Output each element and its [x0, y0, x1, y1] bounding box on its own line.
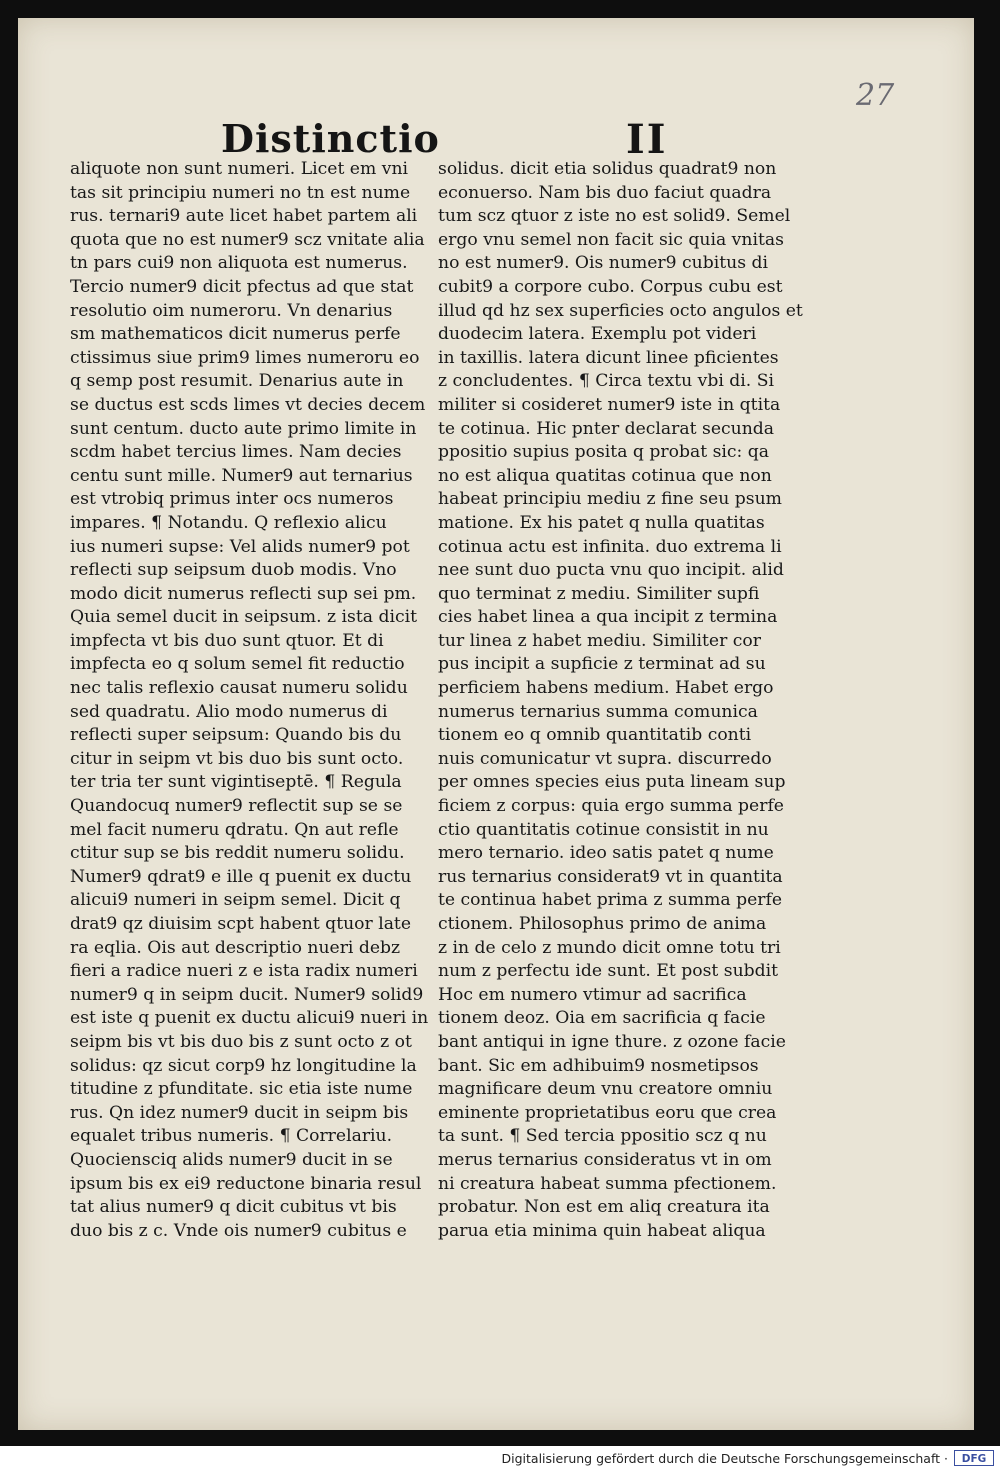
text-line: sm mathematicos dicit numerus perfe — [70, 324, 401, 345]
text-line: eminente proprietatibus eoru que crea — [438, 1102, 777, 1123]
text-line: ctitur sup se bis reddit numeru solidu. — [70, 843, 405, 864]
text-line: quota que no est numer9 scz vnitate alia — [70, 229, 425, 250]
text-line: te cotinua. Hic pnter declarat secunda — [438, 418, 775, 439]
text-line: est vtrobiq primus inter ocs numeros — [70, 489, 394, 510]
text-line: Quia semel ducit in seipsum. z ista dicit — [70, 607, 417, 628]
text-line: ipsum bis ex ei9 reductone binaria resul — [70, 1173, 422, 1194]
text-column-left — [70, 158, 429, 1243]
text-line: in taxillis. latera dicunt linee pficientes — [438, 347, 779, 368]
text-line: mel facit numeru qdratu. Qn aut refle — [70, 819, 399, 840]
text-line: no est numer9. Ois numer9 cubitus di — [438, 253, 768, 274]
text-line: illud qd hz sex superficies octo angulos et — [438, 300, 803, 321]
text-line: ppositio supius posita q probat sic: qa — [438, 442, 770, 463]
text-line: perficiem habens medium. Habet ergo — [438, 678, 774, 699]
text-line: tionem eo q omnib quantitatib conti — [438, 725, 752, 746]
text-line: impfecta vt bis duo sunt qtuor. Et di — [70, 630, 384, 651]
text-line: aliquote non sunt numeri. Licet em vni — [70, 159, 409, 179]
text-line: tur linea z habet mediu. Similiter cor — [438, 630, 761, 651]
text-line: fieri a radice nueri z e ista radix numeri — [70, 961, 418, 982]
text-line: nee sunt duo pucta vnu quo incipit. alid — [438, 560, 784, 581]
text-line: ni creatura habeat summa pfectionem. — [438, 1173, 777, 1194]
text-line: se ductus est scds limes vt decies decem — [70, 394, 426, 415]
text-line: scdm habet tercius limes. Nam decies — [70, 442, 402, 463]
text-line: ra eqlia. Ois aut descriptio nueri debz — [70, 937, 401, 958]
handwritten-page-number: 27 — [856, 78, 895, 113]
text-line: cies habet linea a qua incipit z termina — [438, 607, 778, 628]
text-line: Hoc em numero vtimur ad sacrifica — [438, 984, 747, 1005]
text-line: econuerso. Nam bis duo faciut quadra — [438, 182, 772, 203]
text-column-right — [438, 158, 803, 1243]
text-line: resolutio oim numeroru. Vn denarius — [70, 300, 393, 321]
text-line: parua etia minima quin habeat aliqua — [438, 1220, 766, 1241]
text-line: equalet tribus numeris. ¶ Correlariu. — [70, 1126, 393, 1147]
text-line: Tercio numer9 dicit pfectus ad que stat — [70, 276, 414, 297]
funding-note: Digitalisierung gefördert durch die Deutsche Forschungsgemeinschaft · — [501, 1451, 948, 1466]
text-line: no est aliqua quatitas cotinua que non — [438, 465, 772, 486]
text-line: probatur. Non est em aliq creatura ita — [438, 1197, 770, 1218]
text-line: sunt centum. ducto aute primo limite in — [70, 418, 417, 439]
text-line: habeat principiu mediu z fine seu psum — [438, 489, 782, 510]
text-line: cotinua actu est infinita. duo extrema li — [438, 536, 782, 557]
text-line: duodecim latera. Exemplu pot videri — [438, 324, 757, 345]
text-line: rus. Qn idez numer9 ducit in seipm bis — [70, 1102, 409, 1123]
text-line: impfecta eo q solum semel fit reductio — [70, 654, 405, 675]
digitization-footer — [0, 1446, 1000, 1471]
text-line: centu sunt mille. Numer9 aut ternarius — [70, 465, 413, 486]
text-line: tat alius numer9 q dicit cubitus vt bis — [70, 1197, 397, 1218]
text-line: solidus. dicit etia solidus quadrat9 non — [438, 159, 777, 179]
text-line: Quandocuq numer9 reflectit sup se se — [70, 796, 403, 817]
text-line: drat9 qz diuisim scpt habent qtuor late — [70, 914, 412, 934]
text-line: pus incipit a supficie z terminat ad su — [438, 654, 766, 675]
text-line: duo bis z c. Vnde ois numer9 cubitus e — [70, 1220, 407, 1241]
text-line: solidus: qz sicut corp9 hz longitudine la — [70, 1055, 417, 1076]
text-line: titudine z pfunditate. sic etia iste nume — [70, 1079, 413, 1100]
text-line: ter tria ter sunt vigintiseptē. ¶ Regula — [70, 772, 402, 793]
text-line: Numer9 qdrat9 e ille q puenit ex ductu — [70, 866, 412, 887]
text-line: militer si cosideret numer9 iste in qtita — [438, 394, 781, 415]
text-line: alicui9 numeri in seipm semel. Dicit q — [70, 890, 401, 911]
text-line: est iste q puenit ex ductu alicui9 nueri in — [70, 1008, 429, 1029]
text-line: numerus ternarius summa comunica — [438, 701, 758, 722]
text-line: nuis comunicatur vt supra. discurredo — [438, 748, 772, 769]
dfg-logo: DFG — [954, 1450, 994, 1466]
text-line: sed quadratu. Alio modo numerus di — [70, 701, 388, 722]
running-head-distinctio: Distinctio — [221, 116, 440, 161]
text-line: Quociensciq alids numer9 ducit in se — [70, 1149, 393, 1170]
text-line: bant. Sic em adhibuim9 nosmetipsos — [438, 1055, 759, 1076]
text-line: modo dicit numerus reflecti sup sei pm. — [70, 583, 417, 604]
text-line: tionem deoz. Oia em sacrificia q facie — [438, 1008, 766, 1029]
text-line: z concludentes. ¶ Circa textu vbi di. Si — [438, 371, 775, 392]
text-line: per omnes species eius puta lineam sup — [438, 772, 786, 793]
text-line: seipm bis vt bis duo bis z sunt octo z ot — [70, 1031, 412, 1052]
text-line: ctissimus siue prim9 limes numeroru eo — [70, 347, 420, 368]
text-line: reflecti super seipsum: Quando bis du — [70, 725, 402, 746]
text-line: citur in seipm vt bis duo bis sunt octo. — [70, 748, 404, 769]
text-line: ta sunt. ¶ Sed tercia ppositio scz q nu — [438, 1126, 767, 1147]
text-line: nec talis reflexio causat numeru solidu — [70, 678, 408, 699]
text-line: ius numeri supse: Vel alids numer9 pot — [70, 536, 410, 557]
text-line: num z perfectu ide sunt. Et post subdit — [438, 961, 779, 982]
text-line: merus ternarius consideratus vt in om — [438, 1149, 772, 1170]
text-line: z in de celo z mundo dicit omne totu tri — [438, 937, 781, 958]
text-line: tn pars cui9 non aliquota est numerus. — [70, 253, 408, 274]
text-line: ctionem. Philosophus primo de anima — [438, 914, 767, 934]
text-line: numer9 q in seipm ducit. Numer9 solid9 — [70, 984, 424, 1005]
text-line: ergo vnu semel non facit sic quia vnitas — [438, 229, 784, 250]
text-line: cubit9 a corpore cubo. Corpus cubu est — [438, 276, 783, 297]
text-line: matione. Ex his patet q nulla quatitas — [438, 512, 765, 533]
text-line: q semp post resumit. Denarius aute in — [70, 371, 404, 392]
text-line: rus ternarius considerat9 vt in quantita — [438, 866, 783, 887]
text-line: tum scz qtuor z iste no est solid9. Semel — [438, 206, 791, 227]
text-line: quo terminat z mediu. Similiter supfi — [438, 583, 760, 604]
text-line: bant antiqui in igne thure. z ozone facie — [438, 1031, 786, 1052]
text-line: te continua habet prima z summa perfe — [438, 890, 783, 911]
running-head-number: II — [626, 116, 668, 163]
text-line: tas sit principiu numeri no tn est nume — [70, 182, 411, 203]
text-line: ficiem z corpus: quia ergo summa perfe — [438, 796, 784, 817]
text-line: magnificare deum vnu creatore omniu — [438, 1079, 773, 1100]
text-line: ctio quantitatis cotinue consistit in nu — [438, 819, 769, 840]
text-line: impares. ¶ Notandu. Q reflexio alicu — [70, 512, 387, 533]
text-line: mero ternario. ideo satis patet q nume — [438, 843, 774, 864]
text-line: reflecti sup seipsum duob modis. Vno — [70, 560, 397, 581]
text-line: rus. ternari9 aute licet habet partem ali — [70, 206, 418, 227]
